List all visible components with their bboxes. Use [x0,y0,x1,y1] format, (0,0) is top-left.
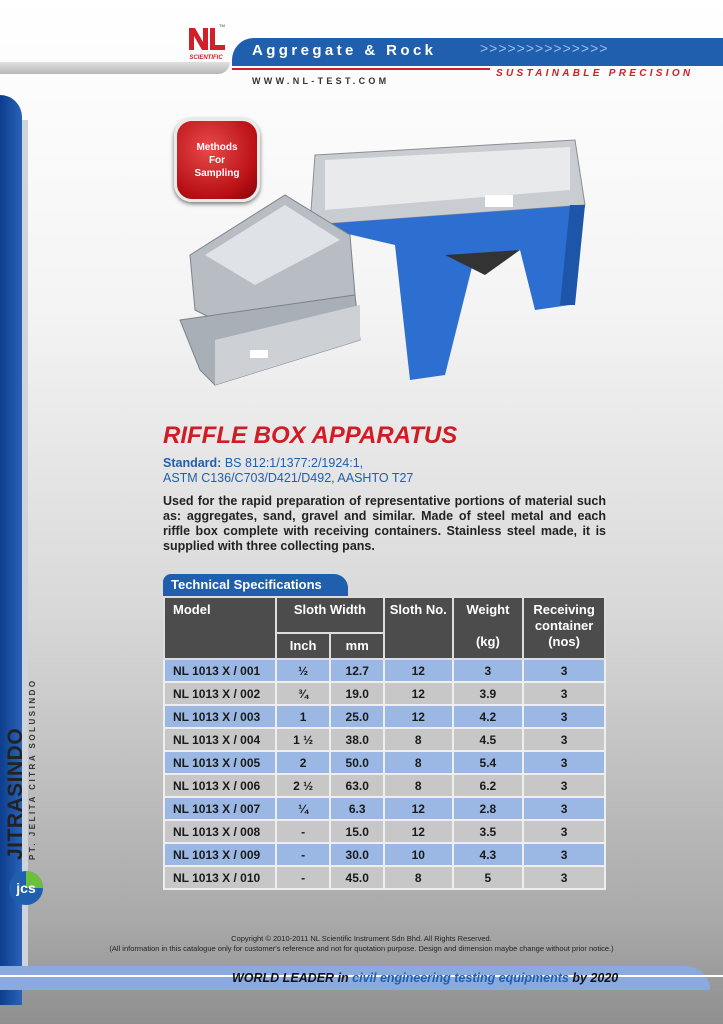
cell-model: NL 1013 X / 002 [164,682,276,705]
table-row [164,659,605,682]
distributor-branding [4,678,38,860]
cell-sloth-no: 8 [384,728,453,751]
cell-mm: 50.0 [330,751,384,774]
jcs-logo [6,868,46,908]
cell-weight: 5.4 [453,751,524,774]
cell-mm: 15.0 [330,820,384,843]
cell-mm: 19.0 [330,682,384,705]
cell-model: NL 1013 X / 009 [164,843,276,866]
weight-label: Weight [466,602,510,617]
tagline-highlight: civil engineering testing equipments [352,971,569,985]
svg-text:jcs: jcs [16,880,36,896]
table-row [164,843,605,866]
cell-inch: 2 ½ [276,774,331,797]
copyright-line: Copyright © 2010-2011 NL Scientific Instrument Sdn Bhd. All Rights Reserved. [231,934,492,943]
cell-receiving: 3 [523,682,605,705]
table-row [164,682,605,705]
cell-inch: - [276,820,331,843]
specs-title: Technical Specifications [163,574,348,596]
distributor-subtitle: PT. JELITA CITRA SOLUSINDO [28,678,37,860]
cell-inch: ¾ [276,682,331,705]
cell-inch: 1 [276,705,331,728]
cell-weight: 3.9 [453,682,524,705]
table-row [164,820,605,843]
cell-receiving: 3 [523,728,605,751]
badge-line: For [208,154,226,166]
badge-line: Sampling [194,167,240,179]
cell-model: NL 1013 X / 008 [164,820,276,843]
cell-mm: 38.0 [330,728,384,751]
cell-receiving: 3 [523,774,605,797]
receiving-label: Receiving container [533,602,595,633]
cell-model: NL 1013 X / 003 [164,705,276,728]
header-sloth-no: Sloth No. [384,597,453,659]
standard-line-2: ASTM C136/C703/D421/D492, AASHTO T27 [163,471,414,485]
cell-mm: 45.0 [330,866,384,889]
copyright [0,934,723,954]
cell-inch: ¼ [276,797,331,820]
cell-inch: 2 [276,751,331,774]
standards [163,456,413,486]
header-sloth-width: Sloth Width [276,597,384,633]
cell-weight: 3.5 [453,820,524,843]
svg-text:TM: TM [219,23,225,28]
table-row [164,705,605,728]
cell-sloth-no: 12 [384,820,453,843]
cell-mm: 12.7 [330,659,384,682]
standard-label: Standard: [163,456,222,470]
weight-unit: (kg) [475,634,500,649]
slogan: SUSTAINABLE PRECISION [496,68,694,79]
header-weight [453,597,524,659]
cell-model: NL 1013 X / 005 [164,751,276,774]
standard-line-1: BS 812:1/1377:2/1924:1, [224,456,364,470]
cell-mm: 63.0 [330,774,384,797]
cell-model: NL 1013 X / 006 [164,774,276,797]
cell-inch: 1 ½ [276,728,331,751]
cell-mm: 30.0 [330,843,384,866]
cell-inch: - [276,866,331,889]
distributor-name: JITRASINDO [4,727,27,860]
header-inch: Inch [276,633,331,659]
table-row [164,797,605,820]
cell-sloth-no: 8 [384,774,453,797]
tagline-part: by 2020 [572,971,619,985]
header-mm: mm [330,633,384,659]
receiving-unit: (nos) [548,634,580,649]
cell-receiving: 3 [523,797,605,820]
badge-line: Methods [196,141,238,153]
cell-sloth-no: 12 [384,705,453,728]
cell-sloth-no: 12 [384,797,453,820]
cell-receiving: 3 [523,751,605,774]
disclaimer: (All information in this catalogue only for customer's reference and not for quotation purpose. Design and dimension maybe change without prior notice.) [109,944,614,953]
header-model: Model [164,597,276,659]
cell-model: NL 1013 X / 004 [164,728,276,751]
cell-model: NL 1013 X / 007 [164,797,276,820]
website-url[interactable]: WWW.NL-TEST.COM [252,76,390,86]
cell-sloth-no: 8 [384,866,453,889]
cell-mm: 25.0 [330,705,384,728]
cell-receiving: 3 [523,866,605,889]
table-row [164,728,605,751]
tagline-part: WORLD LEADER [232,971,335,985]
header-receiving [523,597,605,659]
riffle-box-product-image [175,135,595,395]
product-title: RIFFLE BOX APPARATUS [163,422,458,449]
cell-model: NL 1013 X / 010 [164,866,276,889]
chevron-decoration: >>>>>>>>>>>>>> [480,40,609,56]
cell-sloth-no: 10 [384,843,453,866]
cell-receiving: 3 [523,659,605,682]
footer-tagline [232,971,618,985]
cell-sloth-no: 8 [384,751,453,774]
cell-weight: 3 [453,659,524,682]
table-row [164,866,605,889]
cell-mm: 6.3 [330,797,384,820]
cell-model: NL 1013 X / 001 [164,659,276,682]
cell-weight: 6.2 [453,774,524,797]
table-row [164,751,605,774]
cell-inch: ½ [276,659,331,682]
cell-weight: 4.5 [453,728,524,751]
product-description: Used for the rapid preparation of representative portions of material such as: aggregates, sand, gravel and similar. Made of steel metal and each riffle box complete with receiving containers. Stainless steel made, it is supplied with three collecting pans. [163,494,606,553]
cell-inch: - [276,843,331,866]
cell-sloth-no: 12 [384,682,453,705]
specs-table [163,596,606,890]
cell-receiving: 3 [523,843,605,866]
table-row [164,774,605,797]
header-red-line [232,68,490,70]
svg-text:SCIENTIFIC: SCIENTIFIC [189,55,223,61]
cell-sloth-no: 12 [384,659,453,682]
cell-weight: 4.2 [453,705,524,728]
cell-receiving: 3 [523,705,605,728]
cell-weight: 5 [453,866,524,889]
cell-receiving: 3 [523,820,605,843]
catalogue-section-title: Aggregate & Rock [252,42,437,59]
tagline-part: in [337,971,349,985]
cell-weight: 2.8 [453,797,524,820]
nl-scientific-logo [185,22,227,64]
cell-weight: 4.3 [453,843,524,866]
